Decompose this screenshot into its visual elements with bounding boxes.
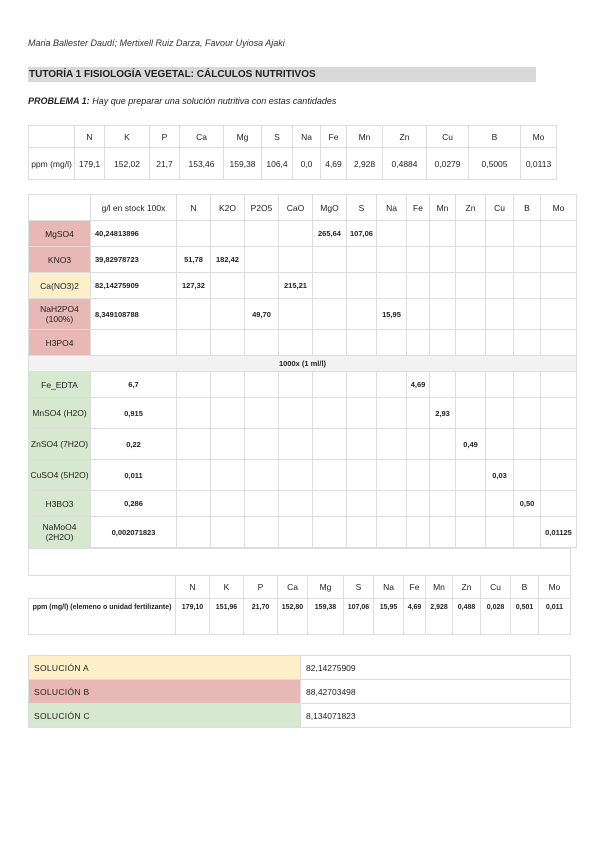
value-cell: 4,69 — [321, 148, 347, 180]
value-cell — [541, 299, 577, 330]
header-cell: N — [177, 195, 211, 221]
value-cell — [430, 491, 456, 517]
value-cell — [407, 429, 430, 460]
value-cell: 0,03 — [486, 460, 514, 491]
header-cell: K2O — [211, 195, 245, 221]
value-cell — [177, 372, 211, 398]
value-cell — [430, 330, 456, 356]
value-cell — [486, 221, 514, 247]
value-cell — [347, 491, 377, 517]
value-cell — [541, 460, 577, 491]
value-cell — [514, 299, 541, 330]
header-cell: Mn — [347, 126, 383, 148]
value-cell — [541, 372, 577, 398]
compound-label: CuSO4 (5H2O) — [29, 460, 91, 491]
result-ppm-table — [28, 548, 571, 635]
value-cell — [279, 429, 313, 460]
value-cell — [407, 398, 430, 429]
value-cell — [377, 372, 407, 398]
compound-label: NaH2PO4 (100%) — [29, 299, 91, 330]
value-cell: 15,95 — [377, 299, 407, 330]
value-cell: 4,69 — [404, 599, 426, 635]
stock-value: 0,22 — [91, 429, 177, 460]
header-cell: Mg — [224, 126, 262, 148]
value-cell: 159,38 — [224, 148, 262, 180]
table-row — [29, 549, 571, 576]
stock-value: 40,24813896 — [91, 221, 177, 247]
value-cell — [211, 491, 245, 517]
header-cell: Ca — [278, 576, 308, 599]
compound-label: KNO3 — [29, 247, 91, 273]
value-cell — [456, 372, 486, 398]
value-cell — [313, 517, 347, 548]
value-cell — [430, 247, 456, 273]
table-cell — [29, 576, 176, 599]
stock-value: 8,349108788 — [91, 299, 177, 330]
value-cell — [211, 460, 245, 491]
value-cell — [514, 330, 541, 356]
value-cell — [347, 460, 377, 491]
header-cell: S — [262, 126, 293, 148]
table-row — [29, 517, 577, 548]
value-cell — [430, 221, 456, 247]
table-row — [29, 126, 557, 148]
solution-label: SOLUCIÓN C — [29, 704, 301, 728]
value-cell — [279, 491, 313, 517]
value-cell — [347, 398, 377, 429]
value-cell: 106,4 — [262, 148, 293, 180]
value-cell — [377, 273, 407, 299]
value-cell: 182,42 — [211, 247, 245, 273]
stock-value: 0,286 — [91, 491, 177, 517]
value-cell: 179,1 — [75, 148, 105, 180]
stock-value: 82,14275909 — [91, 273, 177, 299]
value-cell — [430, 517, 456, 548]
value-cell — [377, 330, 407, 356]
header-cell: N — [176, 576, 210, 599]
header-cell: Fe — [407, 195, 430, 221]
compound-label: Ca(NO3)2 — [29, 273, 91, 299]
table-row — [29, 680, 571, 704]
value-cell — [377, 491, 407, 517]
value-cell: 215,21 — [279, 273, 313, 299]
value-cell — [313, 330, 347, 356]
value-cell: 2,928 — [426, 599, 453, 635]
table-cell — [29, 549, 571, 576]
value-cell: 15,95 — [374, 599, 404, 635]
header-cell: Zn — [383, 126, 427, 148]
value-cell — [486, 273, 514, 299]
value-cell: 49,70 — [245, 299, 279, 330]
value-cell — [407, 299, 430, 330]
stock-value — [91, 330, 177, 356]
value-cell: 0,011 — [539, 599, 571, 635]
header-cell: P — [244, 576, 278, 599]
value-cell — [211, 273, 245, 299]
value-cell — [245, 221, 279, 247]
value-cell — [245, 517, 279, 548]
value-cell — [279, 221, 313, 247]
value-cell: 0,028 — [481, 599, 511, 635]
header-cell: P2O5 — [245, 195, 279, 221]
value-cell — [486, 491, 514, 517]
row-label: ppm (mg/l) — [29, 148, 75, 180]
value-cell — [456, 330, 486, 356]
authors-line: Maria Ballester Daudí; Mertixell Ruiz Darza, Favour Uyiosa Ajaki — [28, 38, 285, 48]
value-cell — [377, 398, 407, 429]
value-cell — [245, 460, 279, 491]
table-row — [29, 398, 577, 429]
value-cell — [377, 517, 407, 548]
value-cell: 0,50 — [514, 491, 541, 517]
value-cell — [347, 517, 377, 548]
value-cell — [211, 429, 245, 460]
header-cell: g/l en stock 100x — [91, 195, 177, 221]
value-cell — [313, 372, 347, 398]
value-cell — [430, 299, 456, 330]
value-cell: 0,4884 — [383, 148, 427, 180]
value-cell — [486, 330, 514, 356]
header-cell: Mg — [308, 576, 344, 599]
value-cell — [430, 273, 456, 299]
value-cell — [279, 460, 313, 491]
value-cell: 107,06 — [347, 221, 377, 247]
value-cell — [347, 429, 377, 460]
value-cell — [313, 299, 347, 330]
value-cell: 51,78 — [177, 247, 211, 273]
compound-label: Fe_EDTA — [29, 372, 91, 398]
value-cell — [456, 517, 486, 548]
compound-label: ZnSO4 (7H2O) — [29, 429, 91, 460]
value-cell — [177, 398, 211, 429]
header-cell: CaO — [279, 195, 313, 221]
value-cell — [407, 330, 430, 356]
value-cell — [211, 372, 245, 398]
value-cell — [514, 398, 541, 429]
solution-label: SOLUCIÓN B — [29, 680, 301, 704]
problem-statement — [28, 96, 336, 106]
value-cell — [541, 247, 577, 273]
value-cell — [541, 221, 577, 247]
value-cell — [177, 221, 211, 247]
value-cell: 21,7 — [150, 148, 180, 180]
stock-value: 0,002071823 — [91, 517, 177, 548]
value-cell — [177, 299, 211, 330]
value-cell — [486, 247, 514, 273]
value-cell — [456, 491, 486, 517]
stock-value: 39,82978723 — [91, 247, 177, 273]
value-cell — [486, 398, 514, 429]
value-cell — [407, 491, 430, 517]
value-cell: 179,10 — [176, 599, 210, 635]
value-cell — [514, 372, 541, 398]
value-cell — [486, 372, 514, 398]
header-cell: Ca — [180, 126, 224, 148]
value-cell: 0,501 — [511, 599, 539, 635]
table-row — [29, 195, 577, 221]
target-ppm-table — [28, 125, 557, 180]
header-cell: Fe — [321, 126, 347, 148]
value-cell — [211, 398, 245, 429]
value-cell: 152,80 — [278, 599, 308, 635]
value-cell — [245, 330, 279, 356]
value-cell: 152,02 — [105, 148, 150, 180]
value-cell — [211, 299, 245, 330]
value-cell — [541, 330, 577, 356]
header-cell: B — [514, 195, 541, 221]
value-cell — [377, 460, 407, 491]
compound-label: H3BO3 — [29, 491, 91, 517]
value-cell — [279, 398, 313, 429]
header-cell: Fe — [404, 576, 426, 599]
value-cell — [245, 491, 279, 517]
header-cell: Mn — [430, 195, 456, 221]
value-cell — [430, 460, 456, 491]
section-separator: 1000x (1 ml/l) — [29, 356, 577, 372]
value-cell — [245, 247, 279, 273]
value-cell — [456, 398, 486, 429]
header-cell: Zn — [456, 195, 486, 221]
value-cell — [486, 299, 514, 330]
value-cell — [456, 221, 486, 247]
value-cell — [514, 247, 541, 273]
header-cell: Mo — [541, 195, 577, 221]
value-cell: 0,49 — [456, 429, 486, 460]
solution-value: 82,14275909 — [301, 656, 571, 680]
header-cell: Mo — [539, 576, 571, 599]
value-cell: 0,0279 — [427, 148, 469, 180]
value-cell — [407, 460, 430, 491]
table-row — [29, 576, 571, 599]
value-cell — [211, 517, 245, 548]
table-row — [29, 599, 571, 635]
value-cell — [279, 247, 313, 273]
header-cell: K — [210, 576, 244, 599]
table-row — [29, 460, 577, 491]
value-cell — [514, 429, 541, 460]
value-cell — [486, 517, 514, 548]
header-cell: MgO — [313, 195, 347, 221]
header-cell: S — [344, 576, 374, 599]
value-cell — [177, 517, 211, 548]
table-row — [29, 247, 577, 273]
value-cell — [407, 221, 430, 247]
fertilizer-stock-table — [28, 194, 577, 548]
value-cell — [177, 330, 211, 356]
value-cell — [211, 221, 245, 247]
table-row — [29, 221, 577, 247]
compound-label: H3PO4 — [29, 330, 91, 356]
value-cell: 0,0 — [293, 148, 321, 180]
value-cell: 0,488 — [453, 599, 481, 635]
header-cell: Na — [377, 195, 407, 221]
value-cell — [377, 221, 407, 247]
problem-text: Hay que preparar una solución nutritiva con estas cantidades — [92, 96, 337, 106]
table-row — [29, 330, 577, 356]
value-cell — [514, 460, 541, 491]
stock-value: 0,915 — [91, 398, 177, 429]
value-cell — [377, 247, 407, 273]
value-cell — [279, 517, 313, 548]
header-cell: K — [105, 126, 150, 148]
value-cell — [514, 517, 541, 548]
value-cell — [430, 372, 456, 398]
value-cell — [541, 491, 577, 517]
value-cell: 0,0113 — [521, 148, 557, 180]
header-cell: Cu — [427, 126, 469, 148]
header-cell: Mo — [521, 126, 557, 148]
value-cell — [514, 221, 541, 247]
value-cell — [177, 491, 211, 517]
table-row — [29, 356, 577, 372]
value-cell — [245, 372, 279, 398]
value-cell: 2,928 — [347, 148, 383, 180]
solution-value: 88,42703498 — [301, 680, 571, 704]
value-cell — [347, 273, 377, 299]
value-cell — [541, 429, 577, 460]
table-row — [29, 273, 577, 299]
problem-label: PROBLEMA 1: — [28, 96, 90, 106]
value-cell — [211, 330, 245, 356]
value-cell — [177, 429, 211, 460]
value-cell — [456, 299, 486, 330]
header-cell: P — [150, 126, 180, 148]
value-cell — [313, 460, 347, 491]
value-cell — [407, 517, 430, 548]
value-cell — [514, 273, 541, 299]
value-cell: 159,38 — [308, 599, 344, 635]
value-cell — [456, 273, 486, 299]
value-cell: 127,32 — [177, 273, 211, 299]
value-cell — [456, 247, 486, 273]
compound-label: NaMoO4 (2H2O) — [29, 517, 91, 548]
header-cell: S — [347, 195, 377, 221]
value-cell — [486, 429, 514, 460]
solutions-table — [28, 655, 571, 728]
value-cell — [313, 273, 347, 299]
value-cell — [245, 398, 279, 429]
value-cell — [430, 429, 456, 460]
stock-value: 0,011 — [91, 460, 177, 491]
header-cell: Cu — [481, 576, 511, 599]
value-cell: 0,01125 — [541, 517, 577, 548]
value-cell — [541, 273, 577, 299]
value-cell — [347, 247, 377, 273]
value-cell — [541, 398, 577, 429]
header-cell: Mn — [426, 576, 453, 599]
header-cell: B — [469, 126, 521, 148]
value-cell: 151,96 — [210, 599, 244, 635]
stock-value: 6,7 — [91, 372, 177, 398]
value-cell — [456, 460, 486, 491]
value-cell — [177, 460, 211, 491]
value-cell — [377, 429, 407, 460]
value-cell — [407, 247, 430, 273]
value-cell — [245, 273, 279, 299]
header-cell — [29, 195, 91, 221]
header-cell: Cu — [486, 195, 514, 221]
value-cell — [313, 247, 347, 273]
table-row — [29, 704, 571, 728]
table-row — [29, 656, 571, 680]
value-cell — [279, 299, 313, 330]
compound-label: MnSO4 (H2O) — [29, 398, 91, 429]
value-cell — [313, 429, 347, 460]
value-cell — [245, 429, 279, 460]
table-row — [29, 429, 577, 460]
header-cell: N — [75, 126, 105, 148]
value-cell — [279, 330, 313, 356]
compound-label: MgSO4 — [29, 221, 91, 247]
value-cell: 107,06 — [344, 599, 374, 635]
solution-value: 8,134071823 — [301, 704, 571, 728]
header-cell: Zn — [453, 576, 481, 599]
value-cell — [279, 372, 313, 398]
value-cell — [407, 273, 430, 299]
table-row — [29, 148, 557, 180]
table-row — [29, 491, 577, 517]
value-cell: 21,70 — [244, 599, 278, 635]
document-title: TUTORÍA 1 FISIOLOGÍA VEGETAL: CÁLCULOS NUTRITIVOS — [28, 67, 536, 82]
value-cell — [313, 398, 347, 429]
table-cell — [29, 126, 75, 148]
table-row — [29, 372, 577, 398]
header-cell: Na — [374, 576, 404, 599]
solution-label: SOLUCIÓN A — [29, 656, 301, 680]
value-cell: 153,46 — [180, 148, 224, 180]
row-label: ppm (mg/l) (elemeno o unidad fertilizante) — [29, 599, 176, 635]
value-cell — [347, 299, 377, 330]
value-cell: 2,93 — [430, 398, 456, 429]
table-row — [29, 299, 577, 330]
value-cell: 0,5005 — [469, 148, 521, 180]
value-cell — [347, 372, 377, 398]
value-cell — [347, 330, 377, 356]
header-cell: Na — [293, 126, 321, 148]
value-cell: 4,69 — [407, 372, 430, 398]
header-cell: B — [511, 576, 539, 599]
value-cell: 265,64 — [313, 221, 347, 247]
value-cell — [313, 491, 347, 517]
